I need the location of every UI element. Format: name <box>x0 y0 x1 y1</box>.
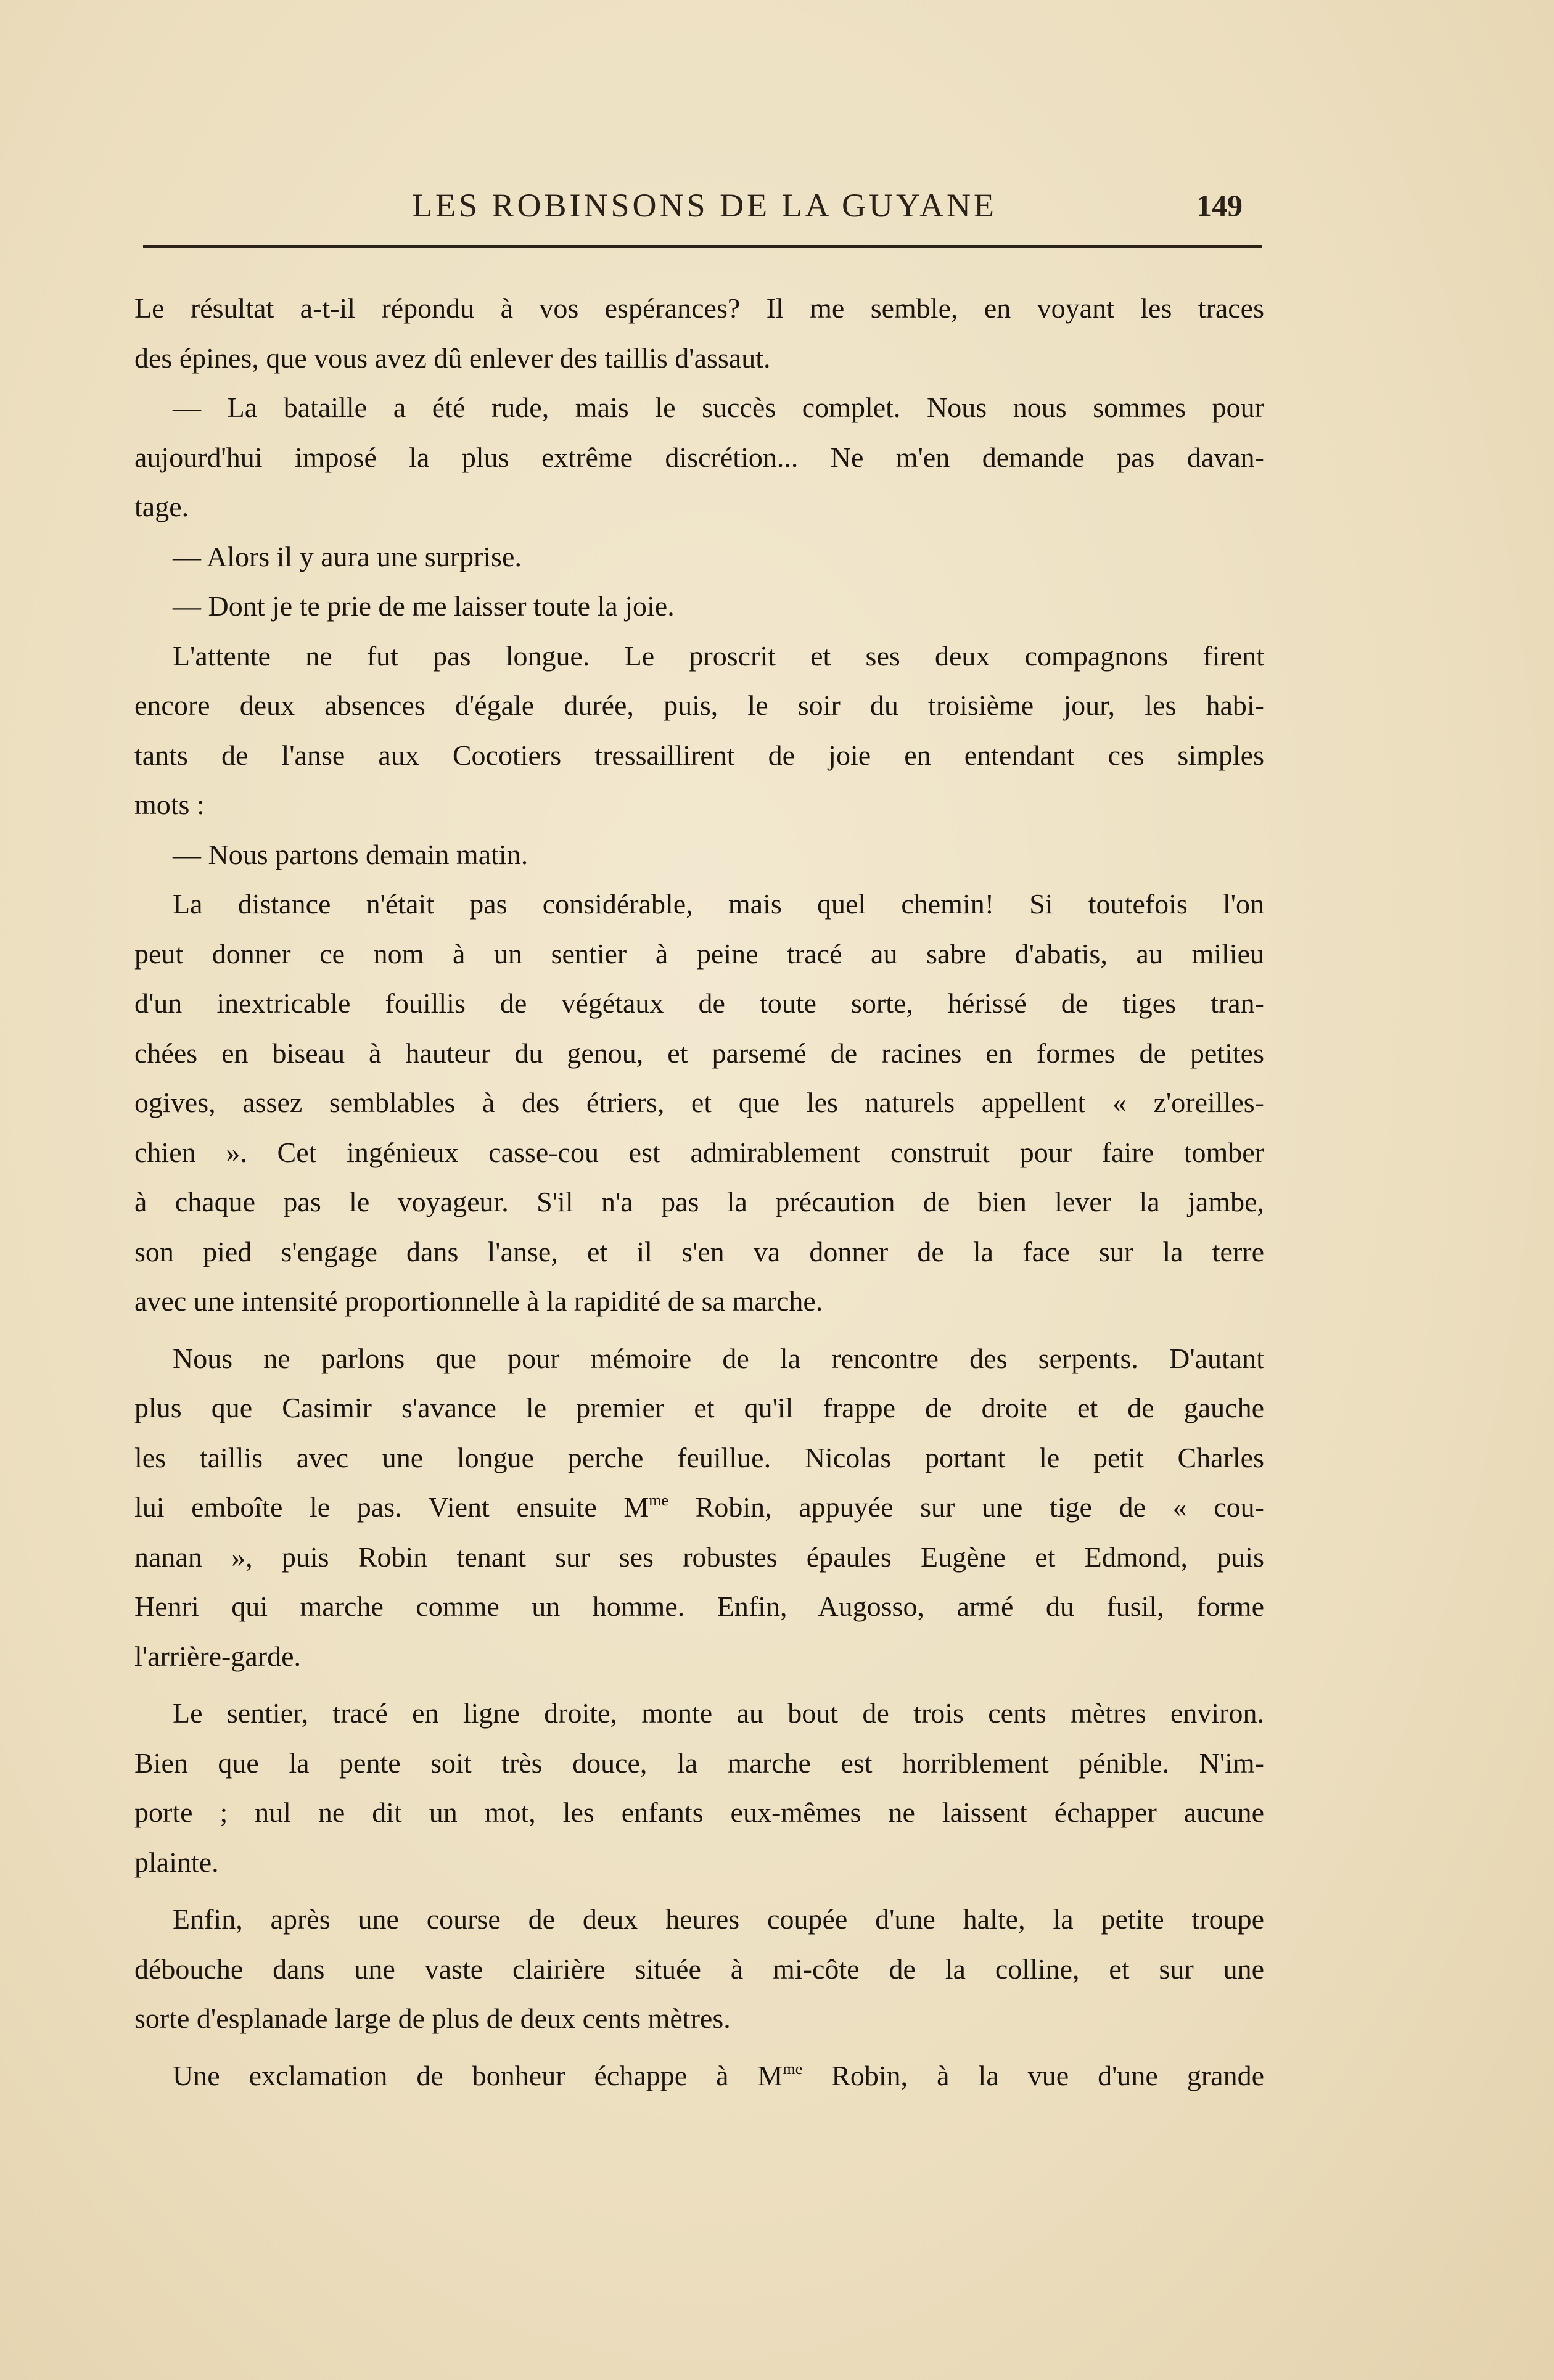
text-line: Enfin, après une course de deux heures coupée d'une halte, la petite troupe <box>173 1903 1264 1935</box>
text-fragment: Robin, appuyée sur une tige de « cou- <box>668 1491 1264 1523</box>
text-line: encore deux absences d'égale durée, puis, le soir du troisième jour, les habi- <box>134 690 1264 721</box>
text-fragment: lui emboîte le pas. Vient ensuite M <box>134 1491 649 1523</box>
text-line: ogives, assez semblables à des étriers, et que les naturels appellent « z'oreilles- <box>134 1087 1264 1118</box>
text-line: avec une intensité proportionnelle à la rapidité de sa marche. <box>134 1285 823 1317</box>
superscript-abbreviation: me <box>649 1491 669 1509</box>
text-line: à chaque pas le voyageur. S'il n'a pas la précaution de bien lever la jambe, <box>134 1186 1264 1217</box>
text-line: porte ; nul ne dit un mot, les enfants eux-mêmes ne laissent échapper aucune <box>134 1797 1264 1828</box>
text-line: tage. <box>134 491 189 522</box>
text-line: chien ». Cet ingénieux casse-cou est admirablement construit pour faire tomber <box>134 1136 1264 1168</box>
text-line: Henri qui marche comme un homme. Enfin, Augosso, armé du fusil, forme <box>134 1591 1264 1622</box>
text-line: — Nous partons demain matin. <box>173 838 528 870</box>
running-title: LES ROBINSONS DE LA GUYANE <box>412 187 998 224</box>
text-line: L'attente ne fut pas longue. Le proscrit et ses deux compagnons firent <box>173 640 1264 672</box>
text-line: — Dont je te prie de me laisser toute la joie. <box>173 590 675 622</box>
page-number: 149 <box>1196 188 1243 223</box>
text-line: l'arrière-garde. <box>134 1640 302 1672</box>
text-line: aujourd'hui imposé la plus extrême discrétion... Ne m'en demande pas davan- <box>134 441 1264 473</box>
header-rule <box>143 245 1262 248</box>
text-line: Bien que la pente soit très douce, la marche est horriblement pénible. N'im- <box>134 1747 1264 1779</box>
text-line: plainte. <box>134 1846 219 1878</box>
text-line: son pied s'engage dans l'anse, et il s'en va donner de la face sur la terre <box>134 1235 1264 1267</box>
text-line: peut donner ce nom à un sentier à peine tracé au sabre d'abatis, au milieu <box>134 937 1264 970</box>
text-line: Nous ne parlons que pour mémoire de la rencontre des serpents. D'autant <box>173 1342 1264 1374</box>
text-line: les taillis avec une longue perche feuillue. Nicolas portant le petit Charles <box>134 1441 1264 1473</box>
text-line <box>134 1483 1264 1533</box>
text-line: nanan », puis Robin tenant sur ses robustes épaules Eugène et Edmond, puis <box>134 1541 1264 1573</box>
text-fragment: Une exclamation de bonheur échappe à M <box>173 2059 783 2091</box>
text-line: mots : <box>134 789 205 820</box>
text-line: des épines, que vous avez dû enlever des taillis d'assaut. <box>134 342 771 374</box>
text-line: plus que Casimir s'avance le premier et qu'il frappe de droite et de gauche <box>134 1392 1264 1423</box>
text-line: tants de l'anse aux Cocotiers tressaillirent de joie en entendant ces simples <box>134 739 1264 771</box>
text-line: Le sentier, tracé en ligne droite, monte au bout de trois cents mètres environ. <box>173 1697 1264 1729</box>
text-line: La distance n'était pas considérable, mais quel chemin! Si toutefois l'on <box>173 888 1264 920</box>
text-line: — Alors il y aura une surprise. <box>173 540 522 572</box>
text-line <box>134 2051 1264 2101</box>
text-line: Le résultat a-t-il répondu à vos espérances? Il me semble, en voyant les traces <box>134 292 1264 324</box>
page-body-text <box>134 284 1264 2101</box>
text-line: débouche dans une vaste clairière située à mi-côte de la colline, et sur une <box>134 1953 1264 1985</box>
superscript-abbreviation: me <box>783 2059 803 2078</box>
text-line: chées en biseau à hauteur du genou, et parsemé de racines en formes de petites <box>134 1037 1264 1069</box>
text-line: d'un inextricable fouillis de végétaux de toute sorte, hérissé de tiges tran- <box>134 987 1264 1019</box>
text-line: sorte d'esplanade large de plus de deux cents mètres. <box>134 2003 731 2034</box>
text-line: — La bataille a été rude, mais le succès complet. Nous nous sommes pour <box>173 392 1264 423</box>
text-fragment: Robin, à la vue d'une grande <box>802 2059 1264 2091</box>
